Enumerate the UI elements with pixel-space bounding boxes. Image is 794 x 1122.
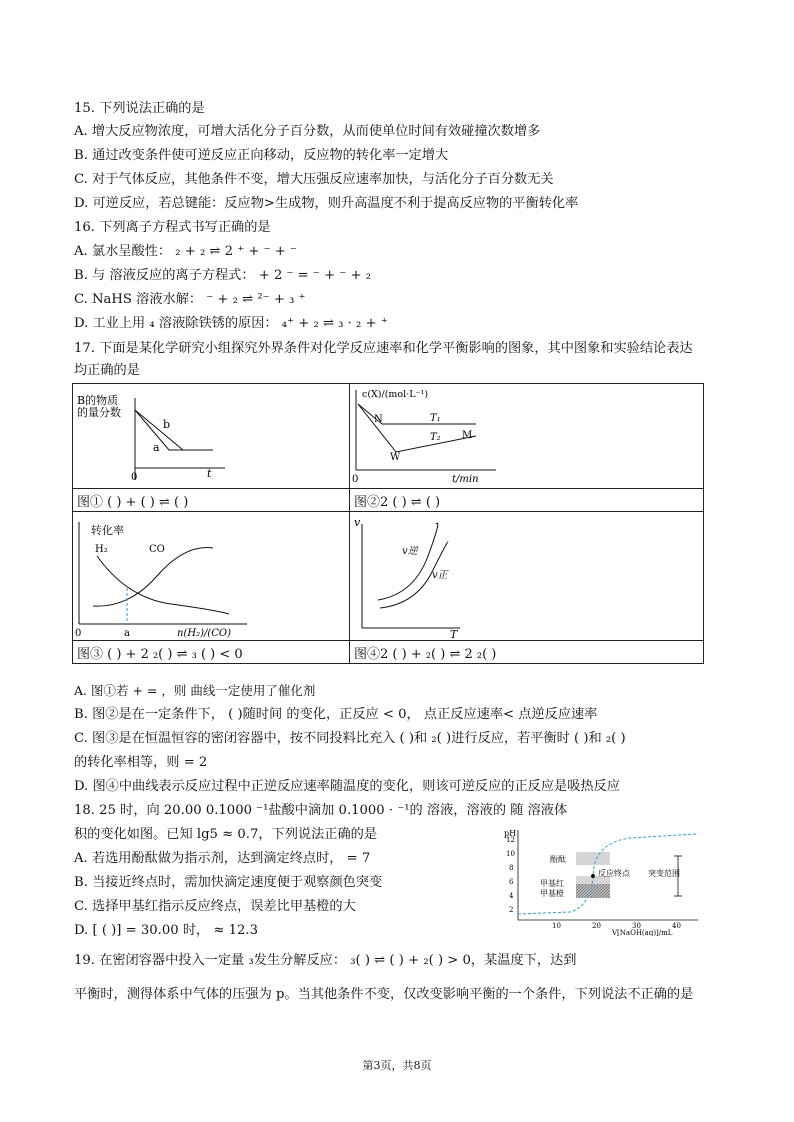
q15-option-a: A. 增大反应物浓度，可增大活化分子百分数，从而使单位时间有效碰撞次数增多 — [74, 124, 541, 139]
titration-ytick-4: 4 — [509, 892, 514, 900]
fig4-xlabel: T — [450, 628, 458, 640]
titration-methyl-orange-range — [576, 884, 610, 898]
q15-option-d: D. 可逆反应，若总键能：反应物>生成物，则升高温度不利于提高反应物的平衡转化率 — [74, 196, 579, 211]
fig1-curve-a — [135, 410, 213, 450]
fig3-ylabel: 转化率 — [91, 524, 124, 537]
fig3-label-a: a — [124, 628, 130, 639]
fig3-cell — [73, 512, 350, 641]
page-footer: 第3页，共8页 — [362, 1059, 432, 1072]
fig2-label-m: M — [462, 430, 473, 441]
q15-stem: 15. 下列说法正确的是 — [74, 101, 205, 116]
fig2-caption: 图②2 ( ) ⇌ ( ) — [350, 489, 704, 512]
q18-option-a: A. 若选用酚酞做为指示剂，达到滴定终点时， = 7 — [74, 851, 371, 866]
fig4-ylabel: v — [354, 516, 361, 529]
titration-label-jump: 突变范围 — [648, 869, 680, 878]
titration-ytick-2: 2 — [509, 906, 514, 914]
titration-xtick-30: 30 — [632, 922, 641, 930]
q17-option-a: A. 图①若 + = ，则 曲线一定使用了催化剂 — [74, 683, 316, 698]
q17-option-d: D. 图④中曲线表示反应过程中正逆反应速率随温度的变化，则该可逆反应的正反应是吸热反应 — [74, 779, 620, 794]
fig2-xlabel: t/min — [452, 474, 479, 485]
titration-ytick-6: 6 — [509, 878, 514, 886]
q17-option-c: C. 图③是在恒温恒容的密闭容器中，按不同投料比充入 ( )和 ₂( )进行反应，若平衡时 ( )和 ₂( ) — [74, 731, 626, 746]
fig3-xlabel: n(H₂)/(CO) — [177, 628, 231, 639]
fig1-curve-b — [135, 410, 213, 450]
fig2-label-t1: T₁ — [430, 413, 441, 424]
fig3-label-h2: H₂ — [95, 544, 108, 555]
q19-line1: 19. 在密闭容器中投入一定量 ₃发生分解反应： ₃( ) ⇌ ( ) + ₂( ) > 0，某温度下，达到 — [74, 953, 577, 968]
titration-ytick-8: 8 — [509, 864, 514, 872]
titration-xtick-10: 10 — [552, 922, 561, 930]
q17-option-c-cont: 的转化率相等，则 = 2 — [74, 755, 208, 770]
fig4-cell — [350, 512, 704, 641]
fig1-ylabel-1: B的物质 — [77, 394, 119, 407]
q16-stem: 16. 下列离子方程式书写正确的是 — [74, 220, 271, 235]
fig2-graph — [350, 384, 703, 488]
fig1-xlabel: t — [207, 467, 212, 480]
titration-xtick-20: 20 — [592, 922, 601, 930]
fig4-graph — [350, 512, 703, 640]
q17-option-b: B. 图②是在一定条件下， ( )随时间 的变化，正反应 < 0， 点正反应速率< 点逆反应速率 — [74, 707, 598, 722]
titration-ytick-10: 10 — [506, 850, 515, 858]
q19-line2: 平衡时，测得体系中气体的压强为 p。当其他条件不变，仅改变影响平衡的一个条件，下列说法不正确的是 — [74, 987, 694, 1002]
q16-option-b: B. 与 溶液反应的离子方程式： + 2 ⁻ = ⁻ + ⁻ + ₂ — [74, 268, 372, 283]
fig1-origin: 0 — [131, 472, 138, 483]
q17-figure-table — [72, 383, 704, 664]
fig1-graph — [73, 384, 349, 488]
q15-option-c: C. 对于气体反应，其他条件不变，增大压强反应速率加快，与活化分子百分数无关 — [74, 172, 554, 187]
q18-option-b: B. 当接近终点时，需加快滴定速度便于观察颜色突变 — [74, 875, 383, 890]
fig1-ylabel-2: 的量分数 — [77, 406, 121, 419]
fig1-cell — [73, 384, 350, 489]
fig3-origin: 0 — [75, 628, 82, 639]
fig3-curve-co — [93, 548, 213, 607]
titration-phenolphthalein-range — [576, 852, 610, 865]
q18-stem-line1: 18. 25 时，向 20.00 0.1000 ⁻¹盐酸中滴加 0.1000 · ⁻¹的 溶液，溶液的 随 溶液体 — [74, 803, 568, 818]
titration-endpoint-marker — [591, 874, 595, 878]
q16-option-a: A. 氯水呈酸性： ₂ + ₂ ⇌ 2 ⁺ + ⁻ + ⁻ — [74, 244, 297, 259]
fig1-label-b: b — [163, 418, 171, 431]
fig2-curve-t2 — [358, 404, 476, 452]
fig1-caption: 图① ( ) + ( ) ⇌ ( ) — [73, 489, 350, 512]
fig2-label-t2: T₂ — [430, 432, 441, 443]
fig2-cell — [350, 384, 704, 489]
q17-stem-line2: 均正确的是 — [74, 363, 140, 378]
q18-option-d: D. [ ( )] = 30.00 时， ≈ 12.3 — [74, 923, 258, 938]
fig3-label-co: CO — [149, 544, 165, 555]
fig1-label-a: a — [153, 441, 160, 454]
fig3-curve-h2 — [97, 556, 229, 614]
titration-xlabel: V[NaOH(aq)]/mL — [612, 929, 673, 936]
q16-option-c: C. NaHS 溶液水解： ⁻ + ₂ ⇌ ²⁻ + ₃ ⁺ — [74, 292, 306, 307]
fig3-graph — [73, 512, 349, 640]
fig4-label-vni: v逆 — [402, 546, 418, 557]
titration-ytick-12: 12 — [506, 836, 515, 844]
fig3-caption: 图③ ( ) + 2 ₂( ) ⇌ ₃ ( ) < 0 — [73, 641, 350, 664]
q15-option-b: B. 通过改变条件使可逆反应正向移动，反应物的转化率一定增大 — [74, 148, 449, 163]
fig2-label-w: W — [390, 452, 401, 463]
fig4-curve-vni — [378, 523, 438, 600]
titration-ylabel: pH — [504, 829, 517, 838]
fig2-label-n: N — [374, 414, 383, 425]
fig2-ylabel: c(X)/(mol·L⁻¹) — [362, 389, 429, 400]
titration-graph — [500, 826, 710, 936]
q17-stem-line1: 17. 下面是某化学研究小组探究外界条件对化学反应速率和化学平衡影响的图象，其中图象和实验结论表达 — [74, 341, 693, 356]
q18-stem-line2: 积的变化如图。已知 lg5 ≈ 0.7，下列说法正确的是 — [74, 827, 378, 842]
titration-label-phenol: 酚酞 — [550, 855, 566, 864]
fig4-caption: 图④2 ( ) + ₂( ) ⇌ 2 ₂( ) — [350, 641, 704, 664]
q18-option-c: C. 选择甲基红指示反应终点，误差比甲基橙的大 — [74, 899, 356, 914]
titration-label-endpoint: 反应终点 — [598, 869, 630, 878]
q16-option-d: D. 工业上用 ₄ 溶液除铁锈的原因： ₄⁺ + ₂ ⇌ ₃ · ₂ + ⁺ — [74, 316, 388, 331]
fig4-label-vzheng: v正 — [432, 570, 448, 581]
titration-label-morange: 甲基橙 — [540, 889, 564, 898]
titration-label-mred: 甲基红 — [540, 879, 564, 888]
titration-xtick-40: 40 — [672, 922, 681, 930]
fig2-origin: 0 — [352, 474, 359, 485]
